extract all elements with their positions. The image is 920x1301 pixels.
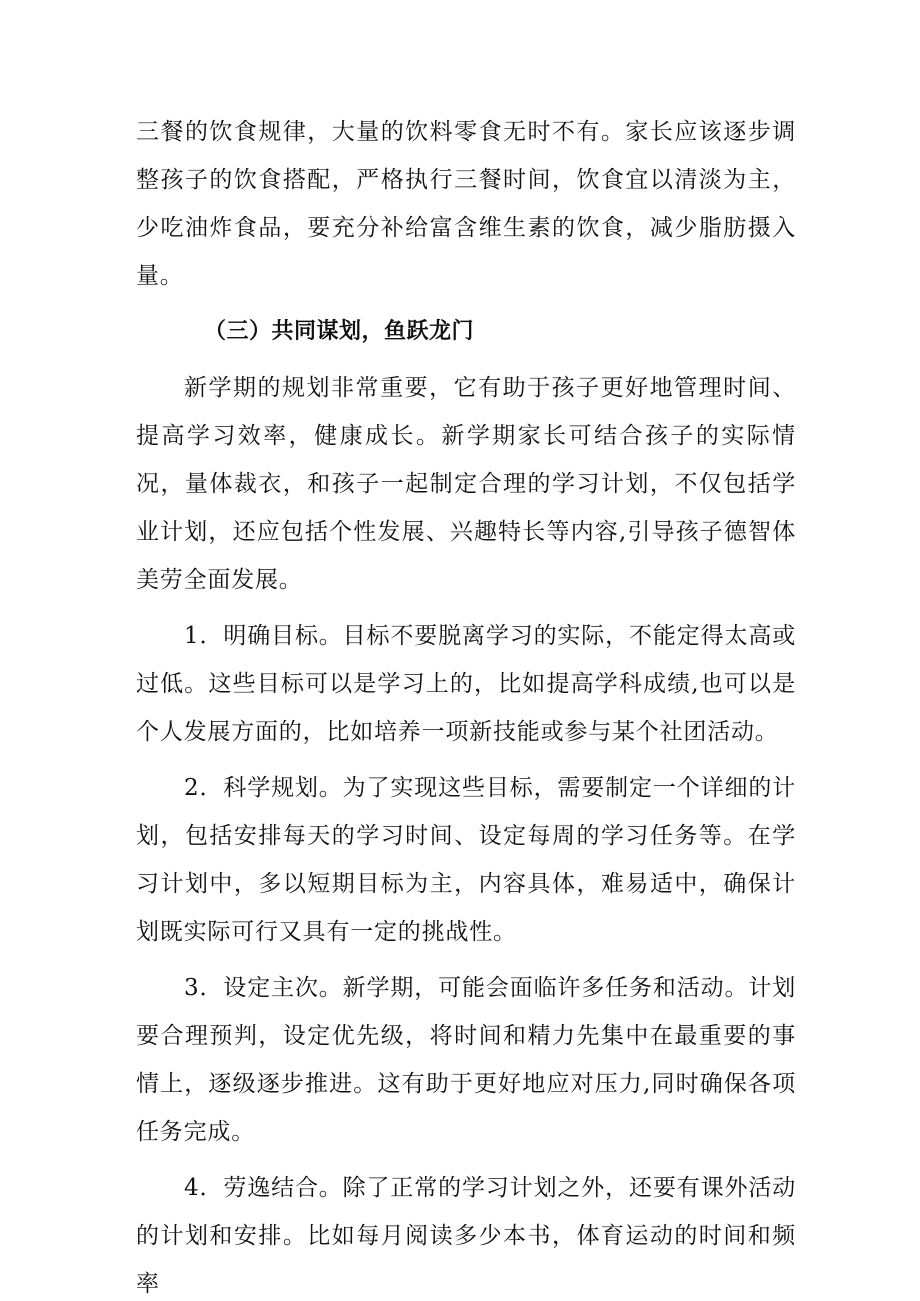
paragraph-item-1: 1．明确目标。目标不要脱离学习的实际，不能定得太高或过低。这些目标可以是学习上的，比如提高学科成绩,也可以是个人发展方面的，比如培养一项新技能或参与某个社团活动。: [136, 623, 796, 745]
paragraph-item-4: 4．劳逸结合。除了正常的学习计划之外，还要有课外活动的计划和安排。比如每月阅读多少本书，体育运动的时间和频率: [136, 1175, 796, 1297]
paragraph-item-3: 3．设定主次。新学期，可能会面临许多任务和活动。计划要合理预判，设定优先级，将时间和精力先集中在最重要的事情上，逐级逐步推进。这有助于更好地应对压力,同时确保各项任务完成。: [136, 975, 796, 1145]
paragraph-diet-continued: 三餐的饮食规律，大量的饮料零食无时不有。家长应该逐步调整孩子的饮食搭配，严格执行三餐时间，饮食宜以清淡为主，少吃油炸食品，要充分补给富含维生素的饮食，减少脂肪摄入量。: [136, 119, 796, 289]
document-body: [136, 108, 796, 1301]
section-heading-3: （三）共同谋划，鱼跃龙门: [204, 319, 475, 344]
paragraph-planning-intro: 新学期的规划非常重要，它有助于孩子更好地管理时间、提高学习效率，健康成长。新学期家长可结合孩子的实际情况，量体裁衣，和孩子一起制定合理的学习计划，不仅包括学业计划，还应包括个性发展、兴趣特长等内容,引导孩子德智体美劳全面发展。: [136, 375, 796, 593]
paragraph-item-2: 2．科学规划。为了实现这些目标，需要制定一个详细的计划，包括安排每天的学习时间、设定每周的学习任务等。在学习计划中，多以短期目标为主，内容具体，难易适中，确保计划既实际可行又具有一定的挑战性。: [136, 775, 796, 945]
